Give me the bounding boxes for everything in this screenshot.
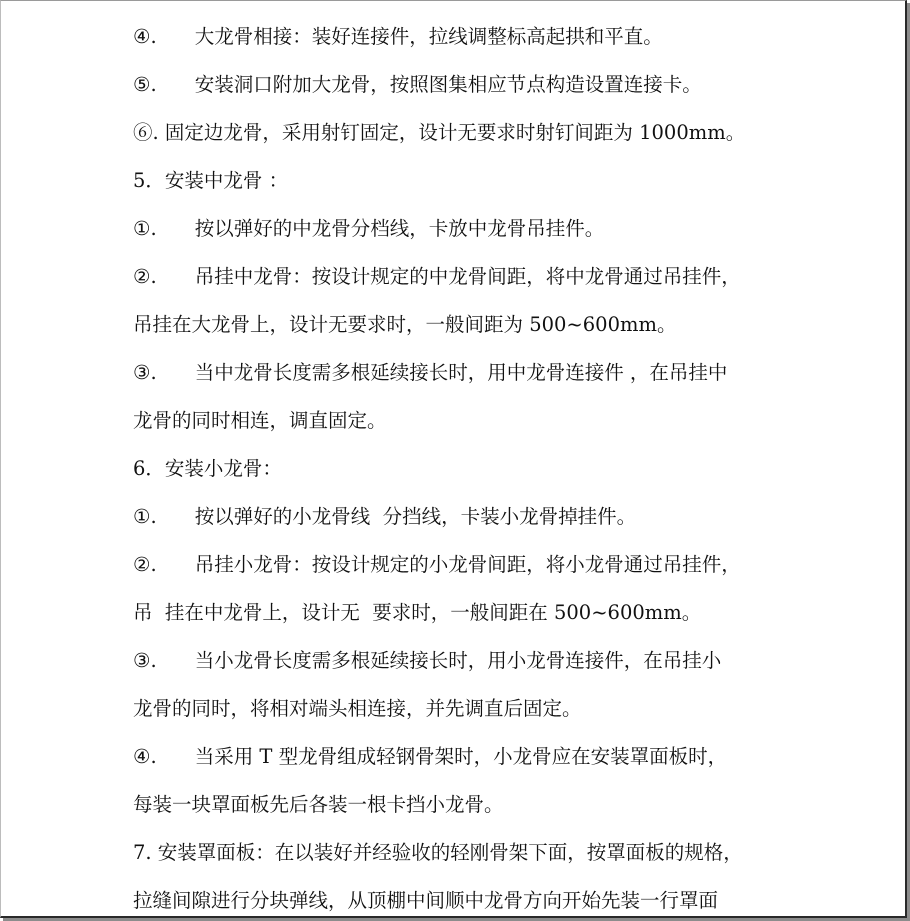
document-body: [133, 17, 793, 918]
heading-text: 6．安装小龙骨：: [133, 457, 282, 480]
item-marker: ⑤.: [133, 73, 157, 96]
line-text: 龙骨的同时相连，调直固定。: [133, 409, 387, 432]
item-marker: ②.: [133, 265, 157, 288]
text-line: [133, 353, 793, 401]
heading-text: 5．安装中龙骨 ：: [133, 169, 289, 192]
section-heading: [133, 449, 793, 497]
line-text: 拉缝间隙进行分块弹线，从顶棚中间顺中龙骨方向开始先装一行罩面: [133, 889, 719, 912]
text-line: [133, 737, 793, 785]
text-line: [133, 593, 793, 641]
line-text: 当中龙骨长度需多根延续接长时，用中龙骨连接件 ，在吊挂中: [194, 361, 728, 384]
heading-text: 7. 安装罩面板：在以装好并经验收的轻刚骨架下面，按罩面板的规格，: [133, 841, 743, 864]
line-text: 每装一块罩面板先后各装一根卡挡小龙骨。: [133, 793, 504, 816]
text-line: [133, 257, 793, 305]
text-line: [133, 113, 793, 161]
line-text: 吊挂在大龙骨上，设计无要求时，一般间距为 500~600mm。: [133, 313, 677, 336]
text-line: [133, 305, 793, 353]
text-line: [133, 881, 793, 918]
line-text: 吊挂中龙骨：按设计规定的中龙骨间距，将中龙骨通过吊挂件，: [194, 265, 741, 288]
item-marker: ①.: [133, 505, 157, 528]
line-text: 按以弹好的小龙骨线 分挡线，卡装小龙骨掉挂件。: [194, 505, 637, 528]
line-text: 吊挂小龙骨：按设计规定的小龙骨间距，将小龙骨通过吊挂件，: [194, 553, 741, 576]
text-line: [133, 17, 793, 65]
line-text: 安装洞口附加大龙骨，按照图集相应节点构造设置连接卡。: [194, 73, 702, 96]
item-marker: ④.: [133, 745, 157, 768]
text-line: [133, 401, 793, 449]
line-text: 龙骨的同时，将相对端头相连接，并先调直后固定。: [133, 697, 582, 720]
text-line: [133, 689, 793, 737]
line-text: 按以弹好的中龙骨分档线，卡放中龙骨吊挂件。: [194, 217, 605, 240]
section-heading: [133, 833, 793, 881]
item-marker: ③.: [133, 649, 157, 672]
line-text: 当小龙骨长度需多根延续接长时，用小龙骨连接件，在吊挂小: [194, 649, 722, 672]
text-line: [133, 497, 793, 545]
item-marker: ②.: [133, 553, 157, 576]
text-line: [133, 65, 793, 113]
item-marker: ①.: [133, 217, 157, 240]
text-line: [133, 545, 793, 593]
text-line: [133, 209, 793, 257]
section-heading: [133, 161, 793, 209]
line-text: 吊 挂在中龙骨上，设计无 要求时，一般间距在 500~600mm。: [133, 601, 702, 624]
item-marker: ③.: [133, 361, 157, 384]
text-line: [133, 641, 793, 689]
line-text: 大龙骨相接：装好连接件，拉线调整标高起拱和平直。: [194, 25, 663, 48]
line-text: ⑥. 固定边龙骨，采用射钉固定，设计无要求时射钉间距为 1000mm。: [133, 121, 746, 144]
line-text: 当采用 T 型龙骨组成轻钢骨架时，小龙骨应在安装罩面板时，: [194, 745, 728, 768]
item-marker: ④.: [133, 25, 157, 48]
text-line: [133, 785, 793, 833]
